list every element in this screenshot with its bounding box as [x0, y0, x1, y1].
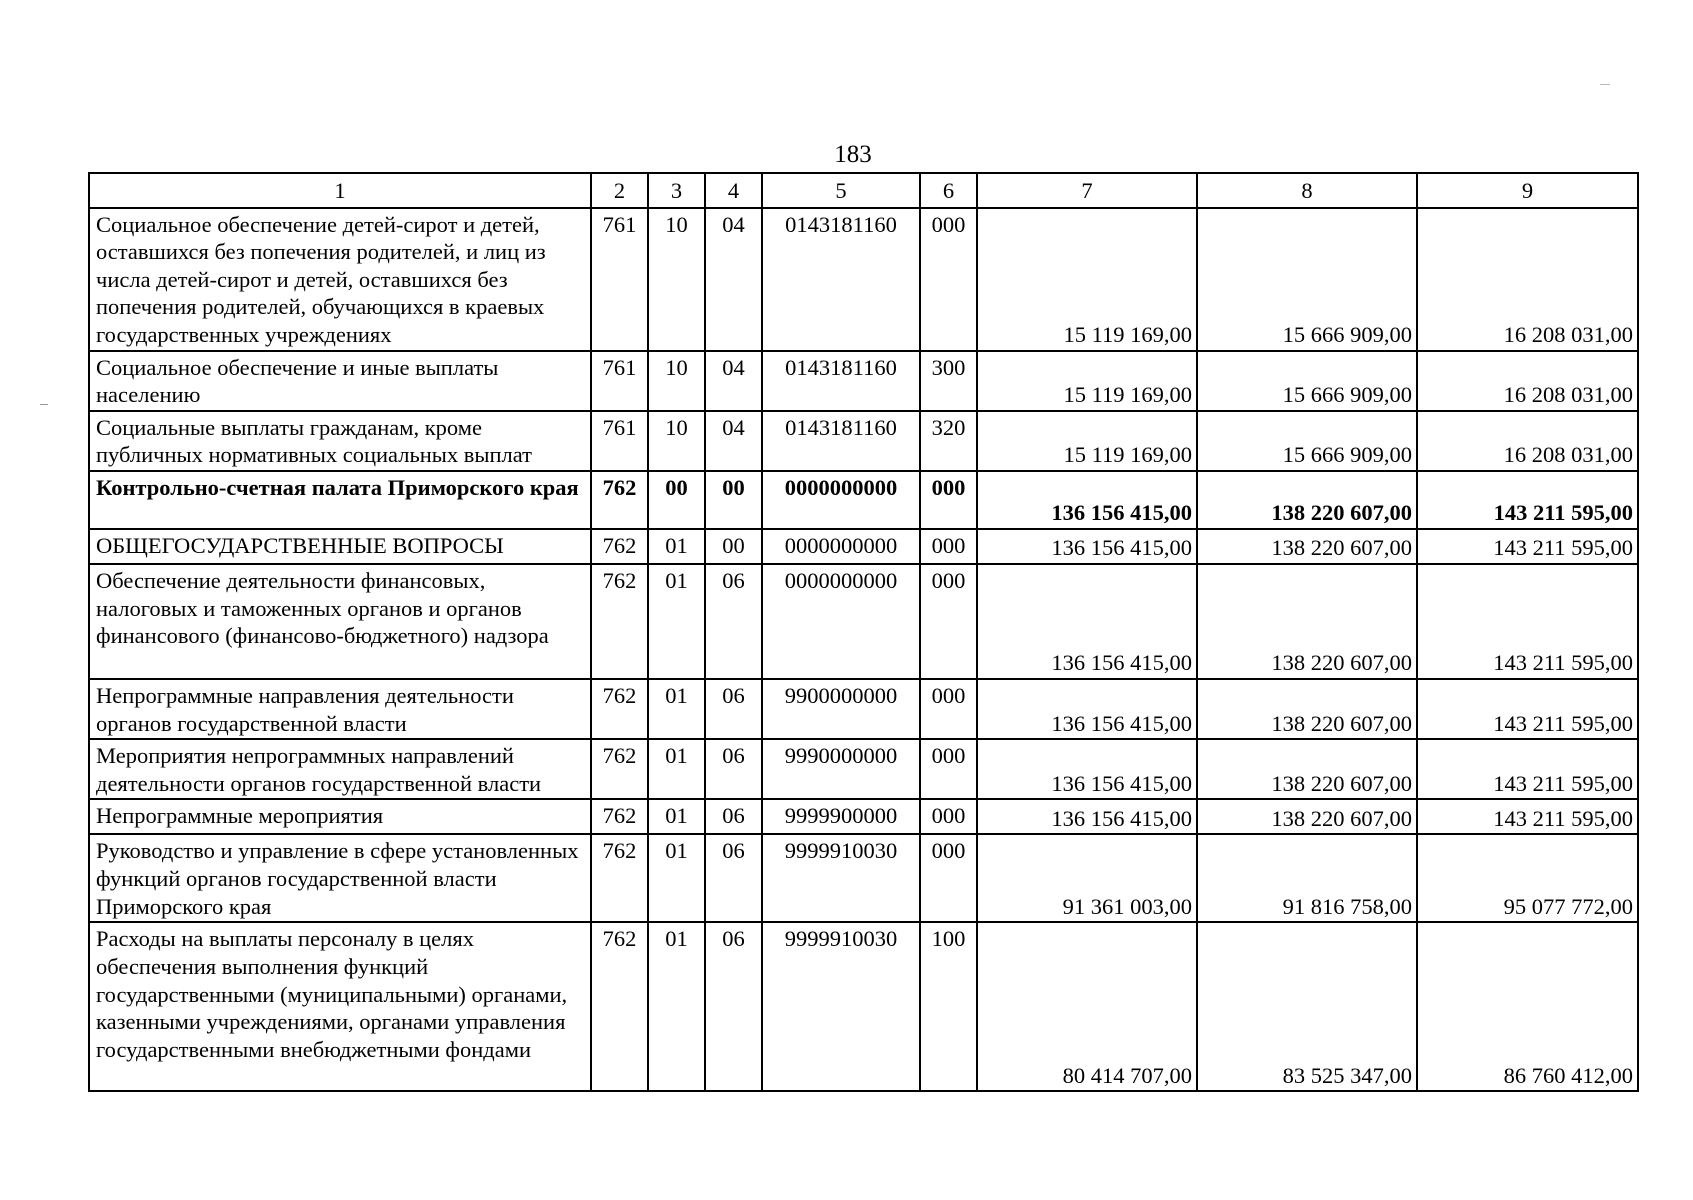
row-name: Расходы на выплаты персоналу в целях обеспечения выполнения функций государственными (муниципальными) органами, казенными учреждениями, органами управления государственными внебюджетными фондами [89, 922, 591, 1091]
header-cell: 7 [977, 173, 1197, 208]
code-subsection: 04 [705, 411, 762, 471]
amount-col9: 143 211 595,00 [1417, 799, 1638, 834]
table-row [89, 739, 1638, 799]
row-name: Социальное обеспечение и иные выплаты населению [89, 351, 591, 411]
amount-col7: 136 156 415,00 [977, 799, 1197, 834]
code-expense-type: 320 [920, 411, 977, 471]
code-section: 10 [648, 351, 705, 411]
amount-col7: 15 119 169,00 [977, 411, 1197, 471]
row-name: Непрограммные направления деятельности органов государственной власти [89, 679, 591, 739]
code-section: 01 [648, 564, 705, 679]
code-subsection: 06 [705, 834, 762, 922]
amount-col8: 138 220 607,00 [1197, 471, 1417, 529]
code-section: 10 [648, 411, 705, 471]
amount-col8: 15 666 909,00 [1197, 351, 1417, 411]
code-chapter: 762 [591, 799, 648, 834]
table-row [89, 564, 1638, 679]
table-row [89, 351, 1638, 411]
amount-col8: 15 666 909,00 [1197, 411, 1417, 471]
table-row [89, 208, 1638, 351]
code-subsection: 04 [705, 208, 762, 351]
code-expense-type: 000 [920, 564, 977, 679]
code-expense-type: 000 [920, 834, 977, 922]
code-subsection: 00 [705, 471, 762, 529]
row-name: Социальное обеспечение детей-сирот и детей, оставшихся без попечения родителей, и лиц из числа детей-сирот и детей, оставшихся без попечения родителей, обучающихся в краевых государственных учреждениях [89, 208, 591, 351]
code-section: 01 [648, 529, 705, 564]
row-name: Мероприятия непрограммных направлений деятельности органов государственной власти [89, 739, 591, 799]
code-target: 0143181160 [762, 411, 920, 471]
code-section: 00 [648, 471, 705, 529]
code-subsection: 06 [705, 922, 762, 1091]
header-cell: 9 [1417, 173, 1638, 208]
header-cell: 5 [762, 173, 920, 208]
code-subsection: 06 [705, 564, 762, 679]
code-expense-type: 000 [920, 679, 977, 739]
amount-col8: 138 220 607,00 [1197, 799, 1417, 834]
header-cell: 3 [648, 173, 705, 208]
code-target: 9900000000 [762, 679, 920, 739]
code-section: 01 [648, 739, 705, 799]
code-target: 9999900000 [762, 799, 920, 834]
code-target: 9990000000 [762, 739, 920, 799]
row-name: Контрольно-счетная палата Приморского края [89, 471, 591, 529]
row-name: Обеспечение деятельности финансовых, налоговых и таможенных органов и органов финансового (финансово-бюджетного) надзора [89, 564, 591, 679]
header-cell: 8 [1197, 173, 1417, 208]
code-section: 01 [648, 679, 705, 739]
header-cell: 2 [591, 173, 648, 208]
code-target: 9999910030 [762, 834, 920, 922]
code-section: 01 [648, 799, 705, 834]
code-expense-type: 000 [920, 799, 977, 834]
code-chapter: 761 [591, 351, 648, 411]
amount-col9: 143 211 595,00 [1417, 564, 1638, 679]
code-subsection: 04 [705, 351, 762, 411]
code-target: 0000000000 [762, 564, 920, 679]
code-expense-type: 000 [920, 208, 977, 351]
code-chapter: 762 [591, 834, 648, 922]
header-row [89, 173, 1638, 208]
table-row [89, 922, 1638, 1091]
code-section: 10 [648, 208, 705, 351]
row-name: Непрограммные мероприятия [89, 799, 591, 834]
code-section: 01 [648, 834, 705, 922]
row-name: Руководство и управление в сфере установленных функций органов государственной власти Приморского края [89, 834, 591, 922]
code-chapter: 762 [591, 922, 648, 1091]
amount-col7: 136 156 415,00 [977, 529, 1197, 564]
code-expense-type: 000 [920, 739, 977, 799]
code-expense-type: 100 [920, 922, 977, 1091]
table-row [89, 799, 1638, 834]
code-target: 9999910030 [762, 922, 920, 1091]
code-chapter: 762 [591, 739, 648, 799]
header-cell: 4 [705, 173, 762, 208]
code-chapter: 762 [591, 679, 648, 739]
code-target: 0143181160 [762, 351, 920, 411]
table-row [89, 411, 1638, 471]
amount-col7: 136 156 415,00 [977, 471, 1197, 529]
code-chapter: 762 [591, 564, 648, 679]
budget-table [88, 172, 1639, 1092]
table-row [89, 529, 1638, 564]
code-target: 0000000000 [762, 529, 920, 564]
code-expense-type: 300 [920, 351, 977, 411]
code-subsection: 00 [705, 529, 762, 564]
amount-col9: 143 211 595,00 [1417, 739, 1638, 799]
table-row [89, 679, 1638, 739]
amount-col8: 15 666 909,00 [1197, 208, 1417, 351]
amount-col8: 91 816 758,00 [1197, 834, 1417, 922]
code-chapter: 762 [591, 529, 648, 564]
amount-col8: 138 220 607,00 [1197, 739, 1417, 799]
amount-col9: 16 208 031,00 [1417, 351, 1638, 411]
amount-col7: 15 119 169,00 [977, 208, 1197, 351]
amount-col8: 138 220 607,00 [1197, 564, 1417, 679]
code-chapter: 761 [591, 411, 648, 471]
page-number: 183 [834, 141, 872, 168]
amount-col7: 136 156 415,00 [977, 739, 1197, 799]
amount-col9: 86 760 412,00 [1417, 922, 1638, 1091]
amount-col9: 16 208 031,00 [1417, 208, 1638, 351]
code-chapter: 762 [591, 471, 648, 529]
amount-col9: 16 208 031,00 [1417, 411, 1638, 471]
amount-col9: 143 211 595,00 [1417, 529, 1638, 564]
amount-col7: 136 156 415,00 [977, 564, 1197, 679]
code-target: 0143181160 [762, 208, 920, 351]
amount-col7: 91 361 003,00 [977, 834, 1197, 922]
code-subsection: 06 [705, 739, 762, 799]
amount-col7: 15 119 169,00 [977, 351, 1197, 411]
amount-col9: 143 211 595,00 [1417, 679, 1638, 739]
amount-col9: 95 077 772,00 [1417, 834, 1638, 922]
header-cell: 1 [89, 173, 591, 208]
amount-col7: 80 414 707,00 [977, 922, 1197, 1091]
code-expense-type: 000 [920, 471, 977, 529]
code-section: 01 [648, 922, 705, 1091]
amount-col8: 138 220 607,00 [1197, 679, 1417, 739]
row-name: Социальные выплаты гражданам, кроме публичных нормативных социальных выплат [89, 411, 591, 471]
code-expense-type: 000 [920, 529, 977, 564]
table-row [89, 834, 1638, 922]
amount-col9: 143 211 595,00 [1417, 471, 1638, 529]
header-cell: 6 [920, 173, 977, 208]
amount-col8: 83 525 347,00 [1197, 922, 1417, 1091]
row-name: ОБЩЕГОСУДАРСТВЕННЫЕ ВОПРОСЫ [89, 529, 591, 564]
code-subsection: 06 [705, 799, 762, 834]
scan-mark [40, 404, 48, 405]
amount-col8: 138 220 607,00 [1197, 529, 1417, 564]
amount-col7: 136 156 415,00 [977, 679, 1197, 739]
code-chapter: 761 [591, 208, 648, 351]
table-row [89, 471, 1638, 529]
scan-mark [1600, 84, 1610, 85]
code-target: 0000000000 [762, 471, 920, 529]
code-subsection: 06 [705, 679, 762, 739]
